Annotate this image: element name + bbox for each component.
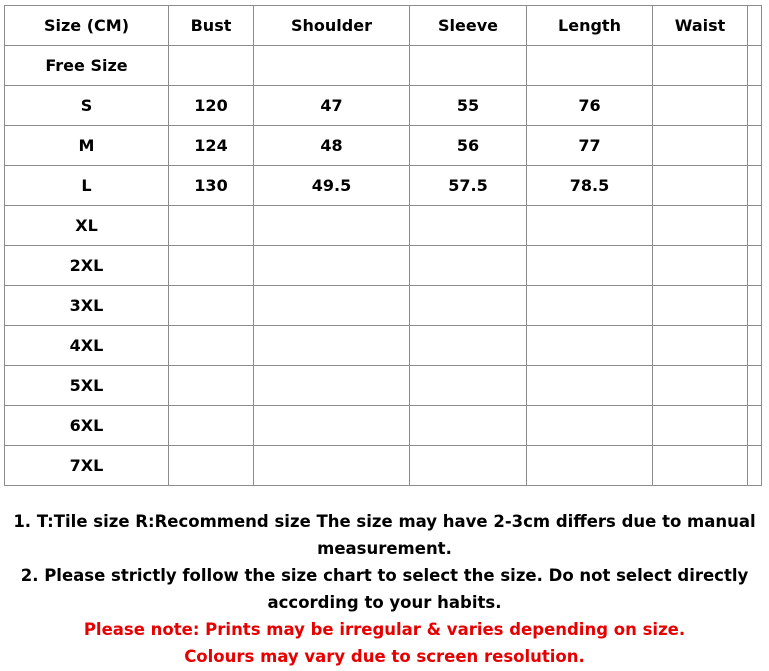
table-row (5, 446, 762, 486)
note-follow-size-chart: 2. Please strictly follow the size chart to select the size. Do not select directly according to your habits. (20, 566, 749, 612)
extra-cell (748, 206, 762, 246)
header-bust: Bust (169, 6, 254, 46)
waist-cell (653, 326, 748, 366)
size-cell: 4XL (5, 326, 169, 366)
extra-cell (748, 326, 762, 366)
extra-cell (748, 246, 762, 286)
sleeve-cell: 57.5 (410, 166, 527, 206)
table-row (5, 86, 762, 126)
table-row (5, 326, 762, 366)
table-row (5, 126, 762, 166)
shoulder-cell (254, 406, 410, 446)
size-cell: Free Size (5, 46, 169, 86)
shoulder-cell (254, 366, 410, 406)
bust-cell (169, 206, 254, 246)
shoulder-cell: 47 (254, 86, 410, 126)
sleeve-cell (410, 286, 527, 326)
size-cell: M (5, 126, 169, 166)
bust-cell: 120 (169, 86, 254, 126)
sleeve-cell (410, 206, 527, 246)
size-notes (0, 508, 769, 670)
size-cell: 2XL (5, 246, 169, 286)
shoulder-cell: 48 (254, 126, 410, 166)
bust-cell (169, 406, 254, 446)
length-cell: 76 (527, 86, 653, 126)
length-cell (527, 246, 653, 286)
waist-cell (653, 446, 748, 486)
waist-cell (653, 46, 748, 86)
size-cell: 6XL (5, 406, 169, 446)
size-cell: 3XL (5, 286, 169, 326)
waist-cell (653, 126, 748, 166)
table-row (5, 166, 762, 206)
extra-cell (748, 366, 762, 406)
bust-cell (169, 286, 254, 326)
table-row (5, 366, 762, 406)
note-manual-measurement: 1. T:Tile size R:Recommend size The size may have 2-3cm differs due to manual measurement. (13, 512, 756, 558)
header-length: Length (527, 6, 653, 46)
extra-cell (748, 126, 762, 166)
sleeve-cell (410, 326, 527, 366)
waist-cell (653, 286, 748, 326)
size-cell: L (5, 166, 169, 206)
length-cell (527, 366, 653, 406)
bust-cell (169, 46, 254, 86)
header-waist: Waist (653, 6, 748, 46)
length-cell (527, 46, 653, 86)
sleeve-cell (410, 366, 527, 406)
table-row (5, 246, 762, 286)
bust-cell (169, 366, 254, 406)
size-cell: XL (5, 206, 169, 246)
shoulder-cell (254, 446, 410, 486)
bust-cell (169, 326, 254, 366)
length-cell (527, 286, 653, 326)
extra-cell (748, 166, 762, 206)
warning-colours-vary: Colours may vary due to screen resolution. (184, 647, 585, 666)
bust-cell (169, 446, 254, 486)
size-chart-table (4, 5, 762, 486)
shoulder-cell (254, 286, 410, 326)
extra-cell (748, 86, 762, 126)
length-cell (527, 406, 653, 446)
size-cell: 5XL (5, 366, 169, 406)
shoulder-cell (254, 206, 410, 246)
bust-cell (169, 246, 254, 286)
table-row (5, 46, 762, 86)
warning-prints-irregular: Please note: Prints may be irregular & varies depending on size. (83, 620, 686, 639)
sleeve-cell (410, 446, 527, 486)
waist-cell (653, 166, 748, 206)
length-cell (527, 446, 653, 486)
header-sleeve: Sleeve (410, 6, 527, 46)
sleeve-cell (410, 406, 527, 446)
shoulder-cell: 49.5 (254, 166, 410, 206)
shoulder-cell (254, 46, 410, 86)
sleeve-cell (410, 246, 527, 286)
waist-cell (653, 366, 748, 406)
sleeve-cell (410, 46, 527, 86)
size-cell: 7XL (5, 446, 169, 486)
length-cell: 77 (527, 126, 653, 166)
table-row (5, 406, 762, 446)
table-row (5, 286, 762, 326)
waist-cell (653, 86, 748, 126)
table-header-row (5, 6, 762, 46)
shoulder-cell (254, 326, 410, 366)
extra-cell (748, 446, 762, 486)
length-cell: 78.5 (527, 166, 653, 206)
extra-cell (748, 286, 762, 326)
extra-cell (748, 406, 762, 446)
table-row (5, 206, 762, 246)
header-size: Size (CM) (5, 6, 169, 46)
header-shoulder: Shoulder (254, 6, 410, 46)
length-cell (527, 206, 653, 246)
shoulder-cell (254, 246, 410, 286)
sleeve-cell: 55 (410, 86, 527, 126)
waist-cell (653, 246, 748, 286)
waist-cell (653, 206, 748, 246)
size-cell: S (5, 86, 169, 126)
length-cell (527, 326, 653, 366)
header-extra (748, 6, 762, 46)
extra-cell (748, 46, 762, 86)
sleeve-cell: 56 (410, 126, 527, 166)
bust-cell: 130 (169, 166, 254, 206)
bust-cell: 124 (169, 126, 254, 166)
waist-cell (653, 406, 748, 446)
